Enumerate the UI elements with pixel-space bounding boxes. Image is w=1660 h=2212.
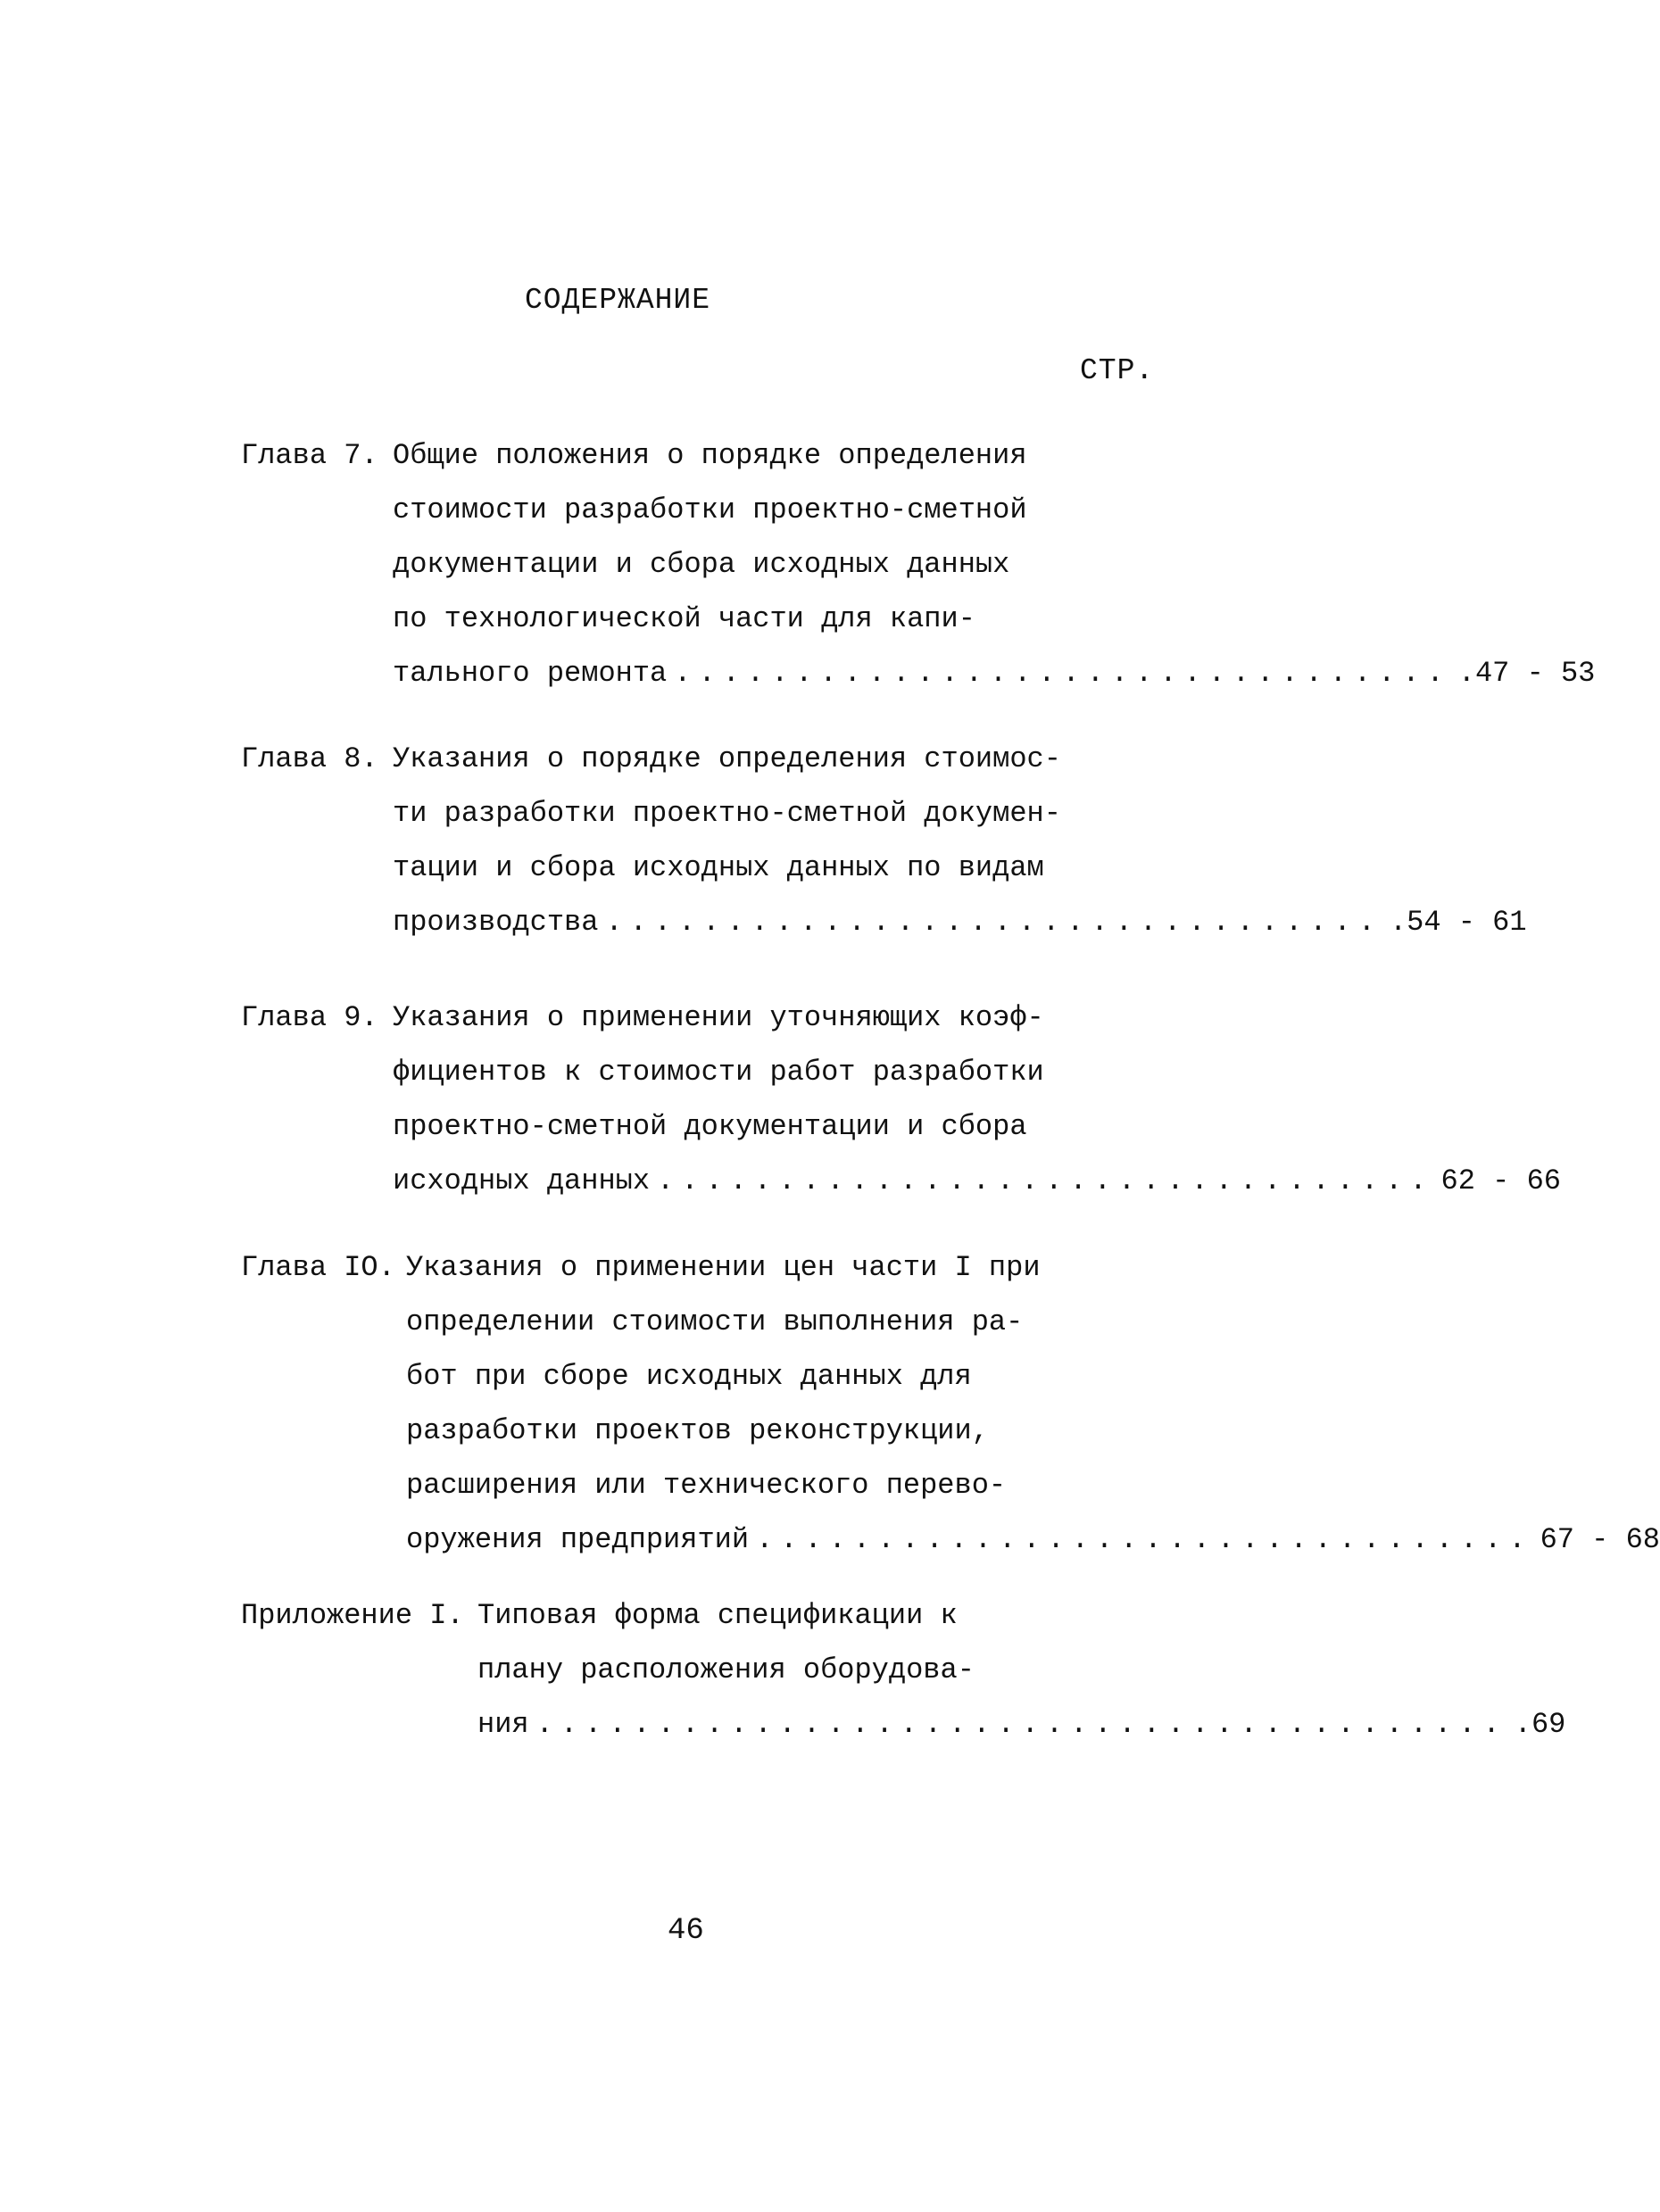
toc-entry-line: плану расположения оборудова- xyxy=(477,1653,975,1686)
toc-entry-pages: .47 - 53 xyxy=(1457,657,1596,690)
toc-entry-pages: 67 - 68 xyxy=(1540,1523,1660,1556)
dot-leader: ................................ xyxy=(674,657,1451,690)
toc-entry-chapter-8 xyxy=(0,732,1527,964)
toc-entry-label: Глава 7. xyxy=(241,439,378,472)
toc-entry-last-line xyxy=(393,1154,1561,1208)
toc-entry-line: определении стоимости выполнения ра- xyxy=(406,1305,1024,1338)
toc-entry-line: ти разработки проектно-сметной докумен- xyxy=(393,797,1061,830)
toc-entry-line: Указания о порядке определения стоимос- xyxy=(393,742,1061,775)
toc-entry-line: документации и сбора исходных данных xyxy=(393,548,1010,581)
toc-entry-last-line xyxy=(393,646,1596,700)
page-title: СОДЕРЖАНИЕ xyxy=(525,284,711,317)
dot-leader: ................................ xyxy=(756,1523,1533,1556)
toc-entry-label: Глава 9. xyxy=(241,1001,378,1034)
toc-entry-label: Глава IO. xyxy=(241,1251,395,1284)
toc-entry-pages: 62 - 66 xyxy=(1440,1164,1561,1197)
toc-entry-line: Указания о применении цен части I при xyxy=(406,1251,1041,1284)
toc-entry-last-line xyxy=(393,895,1527,949)
toc-entry-pages: .69 xyxy=(1514,1708,1566,1741)
toc-entry-chapter-7 xyxy=(0,428,1596,714)
toc-entry-line: фициентов к стоимости работ разработки xyxy=(393,1056,1044,1089)
dot-leader: ................................ xyxy=(657,1164,1434,1197)
toc-entry-last-line xyxy=(477,1697,1566,1752)
toc-entry-line: стоимости разработки проектно-сметной xyxy=(393,493,1027,526)
toc-entry-last-line xyxy=(406,1512,1660,1567)
toc-entry-label: Приложение I. xyxy=(241,1599,464,1632)
toc-entry-line: ния xyxy=(477,1708,529,1741)
toc-entry-line: разработки проектов реконструкции, xyxy=(406,1414,989,1447)
toc-entry-line: Указания о применении уточняющих коэф- xyxy=(393,1001,1044,1034)
toc-entry-pages: .54 - 61 xyxy=(1389,906,1527,939)
page-number: 46 xyxy=(668,1914,704,1948)
dot-leader: ........................................ xyxy=(535,1708,1507,1741)
toc-entry-line: Типовая форма спецификации к xyxy=(477,1599,958,1632)
toc-entry-line: по технологической части для капи- xyxy=(393,602,975,635)
toc-entry-line: расширения или технического перево- xyxy=(406,1469,1007,1502)
toc-entry-line: исходных данных xyxy=(393,1164,651,1197)
toc-entry-appendix-1 xyxy=(0,1588,1566,1767)
toc-entry-line: проектно-сметной документации и сбора xyxy=(393,1110,1027,1143)
toc-entry-line: тации и сбора исходных данных по видам xyxy=(393,851,1044,884)
toc-entry-line: производства xyxy=(393,906,599,939)
toc-entry-chapter-10 xyxy=(0,1240,1660,1579)
toc-entry-label: Глава 8. xyxy=(241,742,378,775)
toc-entry-chapter-9 xyxy=(0,990,1561,1222)
page-column-header: СТР. xyxy=(1080,354,1155,387)
toc-entry-line: оружения предприятий xyxy=(406,1523,750,1556)
toc-entry-line: бот при сборе исходных данных для xyxy=(406,1360,972,1393)
toc-entry-line: тального ремонта xyxy=(393,657,668,690)
dot-leader: ................................ xyxy=(605,906,1382,939)
toc-entry-line: Общие положения о порядке определения xyxy=(393,439,1027,472)
